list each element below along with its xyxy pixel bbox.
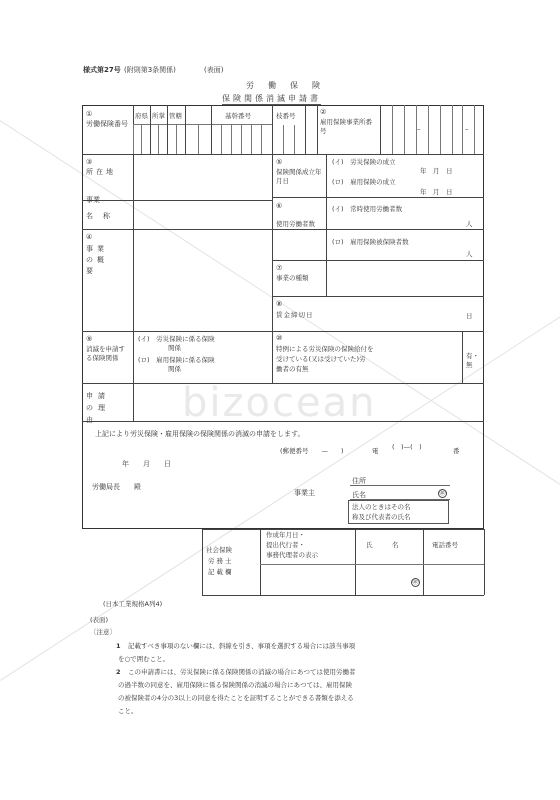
note2-line2: の過半数の同意を、雇用保険に係る保険関係の消滅の場合にあつては、雇用保険 [118, 681, 352, 689]
target-option-i: (イ) 労災保険に係る保険 [138, 335, 215, 343]
agent-col1-c: 事務代理者の表示 [266, 551, 318, 559]
employer-label: 事業主 [294, 489, 315, 497]
kind-num: ⑦ [276, 264, 283, 272]
workers-unit-ro: 人 [466, 250, 473, 258]
established-date-ro: 年 月 日 [420, 188, 453, 196]
target-option-i-b: 関係 [168, 344, 181, 352]
notes-title: 〔注意〕 [90, 628, 116, 636]
target-option-ro-b: 関係 [168, 365, 181, 373]
workers-label: 使用労働者数 [276, 220, 315, 228]
workers-num: ⑥ [276, 202, 283, 210]
established-num: ⑤ [276, 158, 283, 166]
employment-num: ② [320, 108, 327, 116]
established-label: 保険関係成立年月日 [276, 168, 322, 185]
agent-label-c: 記載欄 [208, 568, 234, 576]
wage-unit: 日 [466, 312, 473, 320]
phone-prefix: 電 [372, 447, 379, 455]
summary-num: ④ [86, 233, 93, 241]
note2-line3: の被保険者の4分の3以上の同意を得たことを証明することができる書類を添える [118, 694, 354, 702]
form-ref: (附則第3条関係) [124, 66, 176, 74]
employment-dash: – [465, 125, 469, 133]
label-num: ① [86, 110, 93, 118]
employment-label: 雇用保険事業所番号 [320, 118, 372, 135]
corp-note2: 称及び代表者の氏名 [352, 513, 411, 521]
wage-label: 賃金締切日 [276, 311, 314, 319]
established-item-ro: (ロ) 雇用保険の成立 [332, 178, 396, 186]
header-district: 管轄 [169, 112, 182, 120]
employment-dash: – [417, 125, 421, 133]
workers-unit-i: 人 [466, 220, 473, 228]
kind-label: 事業の種類 [276, 274, 309, 282]
form-side: (表面) [204, 66, 224, 74]
address-label: 住所 [352, 477, 366, 485]
name-label: 氏名 [352, 491, 366, 499]
agent-col3: 電話番号 [432, 541, 458, 549]
header-jurisdiction: 所掌 [152, 112, 165, 120]
header-base-number: 基幹番号 [225, 112, 251, 120]
workers-item-ro: (ロ) 雇用保険被保険者数 [332, 238, 409, 246]
note1-line1: 記載すべき事項のない欄には、斜線を引き、事項を選択する場合には該当事項 [128, 642, 356, 650]
reason-label: 申請の理由 [86, 392, 110, 424]
employer-seal: ㊞ [439, 490, 446, 497]
note2-line1: この申請書には、労災保険に係る保険関係の消滅の場合にあつては使用労働者 [128, 668, 356, 676]
workers-item-i: (イ) 常時使用労働者数 [332, 205, 403, 213]
footer-side: (表面) [90, 616, 109, 624]
established-item-i: (イ) 労災保険の成立 [332, 158, 396, 166]
agent-col2: 氏 名 [366, 541, 399, 549]
business-prefix: 事業 [86, 196, 100, 204]
watermark-text: bizocean [182, 380, 377, 426]
yes-no: 有・無 [466, 352, 479, 369]
form-title-line2: 保険関係消滅申請書 [222, 94, 321, 103]
corp-note1: 法人のときはその名 [352, 503, 411, 511]
target-option-ro: (ロ) 雇用保険に係る保険 [138, 356, 215, 364]
header-branch-number: 枝番号 [276, 112, 296, 120]
special-line3: 働者の有無 [276, 365, 309, 373]
phone-number: ( )—( ) [392, 443, 422, 451]
summary-label: 事業の概要 [86, 245, 108, 275]
agent-col1-b: 提出代行者・ [266, 541, 305, 549]
phone-suffix: 番 [453, 447, 460, 455]
note1-num: 1 [116, 642, 121, 650]
established-date-i: 年 月 日 [420, 167, 453, 175]
agent-col1-a: 作成年月日・ [266, 531, 305, 539]
labor-director: 労働局長 殿 [92, 483, 141, 491]
location-num: ③ [86, 158, 93, 166]
target-num: ⑨ [86, 335, 93, 343]
form-title-line1: 労 働 保 険 [246, 81, 323, 90]
note2-num: 2 [116, 668, 121, 676]
location-label: 所在地 [86, 168, 116, 176]
paper-standard: (日本工業規格A列4) [103, 600, 163, 608]
agent-seal: ㊞ [412, 579, 419, 586]
business-suffix: 名称 [86, 212, 120, 220]
header-prefecture: 府県 [135, 112, 148, 120]
form-number: 様式第27号 [83, 66, 121, 74]
special-line1: 特例による労災保険の保険給付を [276, 345, 374, 353]
applicant-statement: 上記により労災保険・雇用保険の保険関係の消滅の申請をします。 [95, 430, 305, 438]
note2-line4: こと。 [118, 707, 138, 715]
special-line2: 受けている(又は受けていた)労 [276, 355, 366, 363]
wage-num: ⑧ [276, 300, 283, 308]
special-num: ⑩ [276, 334, 283, 342]
application-date: 年 月 日 [122, 460, 171, 468]
postal-code: (郵便番号 — ) [280, 447, 344, 455]
note1-line2: を○で囲むこと。 [118, 655, 170, 663]
target-label: 消滅を申請する保険関係 [86, 345, 125, 362]
agent-label-a: 社会保険 [206, 546, 232, 554]
label-labor-insurance-number: 労働保険番号 [86, 120, 128, 128]
agent-label-b: 労務士 [208, 557, 234, 565]
